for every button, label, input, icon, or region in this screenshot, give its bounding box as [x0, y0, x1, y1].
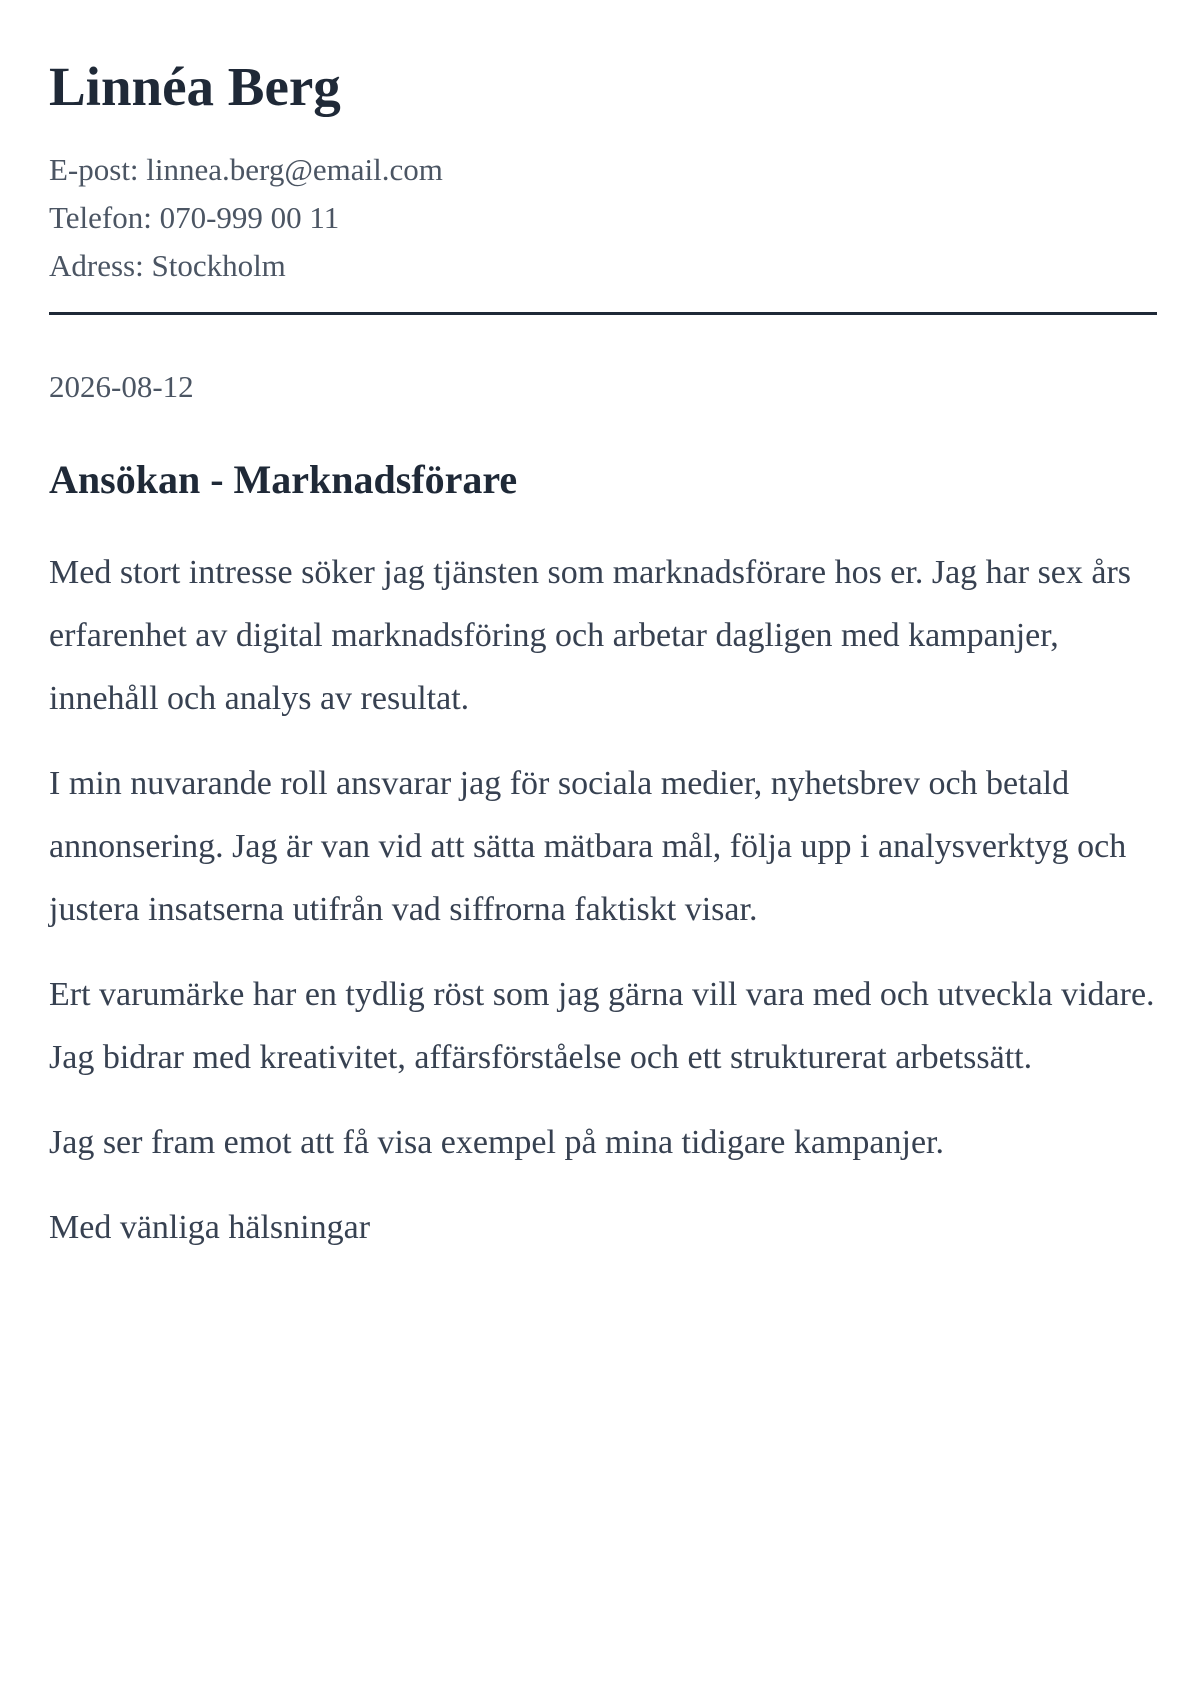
- contact-info: [49, 146, 1151, 290]
- phone-line: Telefon: 070-999 00 11: [49, 200, 340, 235]
- body-paragraph-4: Jag ser fram emot att få visa exempel på mina tidigare kampanjer.: [49, 1124, 944, 1161]
- sender-name: Linnéa Berg: [49, 56, 341, 117]
- letter-header: [49, 52, 1151, 315]
- letter-closing: Med vänliga hälsningar: [49, 1209, 371, 1246]
- body-paragraph-1: Med stort intresse söker jag tjänsten som marknadsförare hos er. Jag har sex års erfarenhet av digital marknadsföring och arbetar dagligen med kampanjer, innehåll och analys av resultat.: [49, 554, 1132, 717]
- address-line: Adress: Stockholm: [49, 248, 286, 283]
- letter-subject: Ansökan - Marknadsförare: [49, 457, 518, 502]
- email-line: E-post: linnea.berg@email.com: [49, 152, 443, 187]
- body-paragraph-2: I min nuvarande roll ansvarar jag för sociala medier, nyhetsbrev och betald annonsering. Jag är van vid att sätta mätbara mål, följa upp i analysverktyg och justera insatserna utifrån vad siffrorna faktiskt visar.: [49, 765, 1127, 928]
- letter-date: 2026-08-12: [49, 369, 194, 404]
- letter-body: [49, 541, 1155, 1259]
- body-paragraph-3: Ert varumärke har en tydlig röst som jag gärna vill vara med och utveckla vidare. Jag bidrar med kreativitet, affärsförståelse och ett strukturerat arbetssätt.: [49, 976, 1155, 1076]
- header-divider: [49, 312, 1157, 315]
